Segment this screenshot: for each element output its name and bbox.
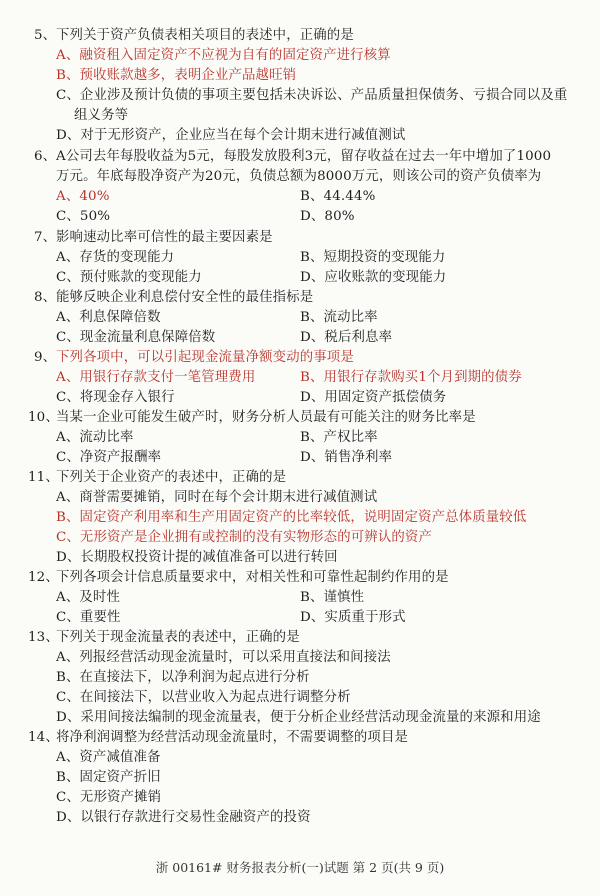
- q9-stem: 下列各项中，可以引起现金流量净额变动的事项是: [56, 350, 354, 365]
- q10-option-b: B、产权比率: [300, 430, 378, 445]
- q14-stem: 将净利润调整为经营活动现金流量时，不需要调整的项目是: [56, 730, 409, 745]
- q12-option-c: C、重要性: [56, 610, 121, 625]
- q5-option-b: B、预收账款越多，表明企业产品越旺销: [56, 68, 297, 83]
- q5-option-a: A、融资租入固定资产不应视为自有的固定资产进行核算: [56, 48, 391, 63]
- q13-option-b: B、在直接法下，以净利润为起点进行分析: [56, 670, 310, 685]
- q6-option-a: A、40%: [56, 189, 110, 204]
- q10-number: 10、: [28, 410, 59, 425]
- q5-option-c: C、企业涉及预计负债的事项主要包括未决诉讼、产品质量担保债务、亏损合同以及重: [56, 88, 568, 103]
- q5-option-d: D、对于无形资产，企业应当在每个会计期末进行减值测试: [56, 128, 406, 143]
- q5-option-c-cont: 组义务等: [74, 108, 129, 123]
- q11-number: 11、: [28, 470, 59, 485]
- q8-number: 8、: [34, 290, 57, 305]
- q7-option-c: C、预付账款的变现能力: [56, 270, 202, 285]
- q12-number: 12、: [28, 570, 59, 585]
- q11-option-c: C、无形资产是企业拥有或控制的没有实物形态的可辨认的资产: [56, 530, 432, 545]
- q8-option-c: C、现金流量利息保障倍数: [56, 330, 216, 345]
- q11-option-b: B、固定资产利用率和生产用固定资产的比率较低，说明固定资产总体质量较低: [56, 510, 527, 525]
- q8-option-b: B、流动比率: [300, 310, 378, 325]
- q10-stem: 当某一企业可能发生破产时，财务分析人员最有可能关注的财务比率是: [56, 410, 476, 425]
- q6-option-b: B、44.44%: [300, 189, 376, 204]
- q10-option-c: C、净资产报酬率: [56, 450, 162, 465]
- q12-option-b: B、谨慎性: [300, 590, 365, 605]
- q11-stem: 下列关于企业资产的表述中，正确的是: [56, 470, 287, 485]
- q14-number: 14、: [28, 730, 59, 745]
- q6-stem: A公司去年每股收益为5元，每股发放股利3元，留存收益在过去一年中增加了1000: [56, 149, 552, 164]
- q10-option-d: D、销售净利率: [300, 450, 393, 465]
- q6-option-d: D、80%: [300, 209, 355, 224]
- q5-number: 5、: [34, 28, 57, 43]
- q9-option-d: D、用固定资产抵偿债务: [300, 390, 447, 405]
- q11-option-d: D、长期股权投资计提的减值准备可以进行转回: [56, 550, 338, 565]
- q8-stem: 能够反映企业利息偿付安全性的最佳指标是: [56, 290, 314, 305]
- q6-option-c: C、50%: [56, 209, 111, 224]
- q13-option-d: D、采用间接法编制的现金流量表，便于分析企业经营活动现金流量的来源和用途: [56, 710, 541, 725]
- q8-option-a: A、利息保障倍数: [56, 310, 161, 325]
- q6-stem-cont: 万元。年底每股净资产为20元，负债总额为8000万元，则该公司的资产负债率为: [56, 169, 542, 184]
- q14-option-d: D、以银行存款进行交易性金融资产的投资: [56, 810, 311, 825]
- q12-option-d: D、实质重于形式: [300, 610, 406, 625]
- q13-option-c: C、在间接法下，以营业收入为起点进行调整分析: [56, 690, 351, 705]
- q13-number: 13、: [28, 630, 59, 645]
- q14-option-c: C、无形资产摊销: [56, 790, 162, 805]
- q12-stem: 下列各项会计信息质量要求中，对相关性和可靠性起制约作用的是: [56, 570, 449, 585]
- q12-option-a: A、及时性: [56, 590, 120, 605]
- q9-option-b: B、用银行存款购买1个月到期的债券: [300, 370, 522, 385]
- q13-option-a: A、列报经营活动现金流量时，可以采用直接法和间接法: [56, 650, 391, 665]
- q9-number: 9、: [34, 350, 57, 365]
- q10-option-a: A、流动比率: [56, 430, 134, 445]
- page-footer: 浙 00161# 财务报表分析(一)试题 第 2 页(共 9 页): [155, 860, 445, 875]
- q7-option-b: B、短期投资的变现能力: [300, 250, 446, 265]
- q14-option-b: B、固定资产折旧: [56, 770, 161, 785]
- q7-option-a: A、存货的变现能力: [56, 250, 175, 265]
- q7-number: 7、: [34, 230, 57, 245]
- q11-option-a: A、商誉需要摊销，同时在每个会计期末进行减值测试: [56, 490, 378, 505]
- q5-stem: 下列关于资产负债表相关项目的表述中，正确的是: [56, 28, 354, 43]
- q9-option-c: C、将现金存入银行: [56, 390, 175, 405]
- q7-stem: 影响速动比率可信性的最主要因素是: [56, 230, 273, 245]
- q9-option-a: A、用银行存款支付一笔管理费用: [56, 370, 256, 385]
- q6-number: 6、: [34, 149, 57, 164]
- q7-option-d: D、应收账款的变现能力: [300, 270, 447, 285]
- q13-stem: 下列关于现金流量表的表述中，正确的是: [56, 630, 300, 645]
- q8-option-d: D、税后利息率: [300, 330, 393, 345]
- q14-option-a: A、资产减值准备: [56, 750, 161, 765]
